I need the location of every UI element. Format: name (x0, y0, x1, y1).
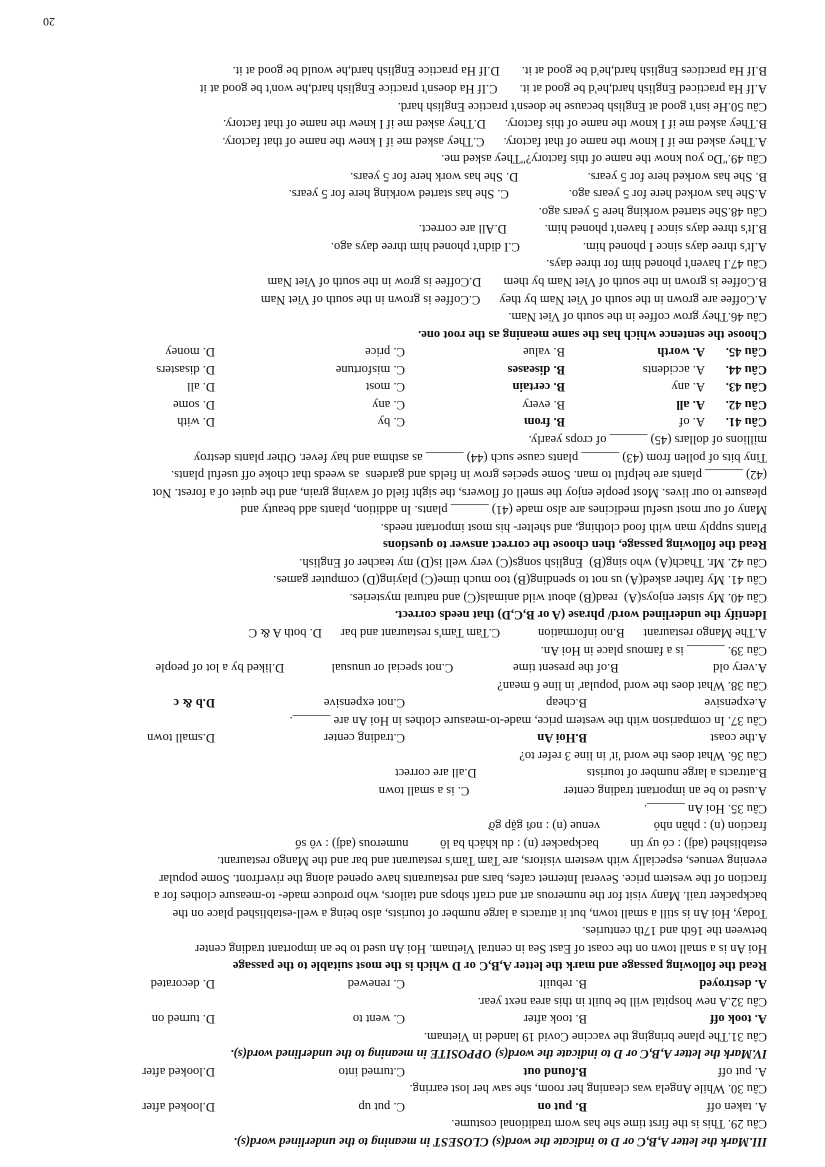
answer-option: C. went to (352, 1012, 405, 1027)
answer-option: C. misfortune (335, 362, 405, 377)
text-line: millions of dollars (45) ______ of crops yearly. (528, 433, 767, 447)
answer-option: B. value (523, 345, 565, 360)
answer-option: A. took off (709, 1012, 767, 1027)
text-line: fraction (n) : phần nhỏ venue (n) : nơi gặp gỡ (488, 819, 767, 834)
text-line: Today, Hoi An is still a small town, but it attracts a large number of tourists, also being a well-established place on the (172, 906, 767, 921)
answer-option: C. by (377, 415, 405, 430)
text-line: Câu 47.I haven't phoned him for three days. (546, 257, 767, 272)
text-line: A.They asked me if I know the name of that factory. C.They asked me if I knew the name of that factory. (222, 134, 767, 149)
answer-option: C. most (365, 380, 405, 395)
answer-option: C.not expensive (323, 696, 405, 711)
text-line: Câu 37. In comparison with the western price, made-to-measure clothes in Hoi An are ______. (289, 713, 767, 728)
text-line: Câu 35. Hoi An ______. (643, 801, 767, 816)
answer-option: B. from (523, 415, 565, 430)
text-line: Câu 29. This is the first time she has worn traditional costume. (451, 1117, 767, 1132)
answer-option: A. any (671, 380, 705, 395)
answer-option: B. rebuilt (539, 977, 587, 992)
text-line: Câu 38. What does the word 'popular' in line 6 mean? (497, 678, 767, 693)
text-line: Read the following passage, then choose the correct answer to questions (383, 538, 767, 553)
text-line: Câu 49."Do you know the name of this factory?"They asked me. (441, 152, 767, 167)
answer-option: D. turned on (151, 1012, 215, 1027)
text-line: Câu 31.The plane bringing the vaccine Covid 19 landed in Vietnam. (423, 1029, 767, 1044)
answer-option: B. diseases (507, 362, 565, 377)
answer-option: A. of (679, 415, 705, 430)
text-line: A.very old B.of the present time C.not special or unusual D.liked by a lot of people (155, 661, 767, 676)
answer-option: C.turned into (338, 1064, 405, 1079)
text-line: Plants supply man with food clothing, and shelter- his most important needs. (380, 520, 767, 535)
text-line: B. She has worked here for 5 years. D. She has work here for 5 years. (350, 169, 767, 184)
page-number: 20 (43, 15, 55, 29)
answer-option: D. some (173, 397, 215, 412)
answer-option: B.cheap (546, 696, 587, 711)
text-line: Câu 39. ______ is a famous place in Hoi An. (540, 643, 767, 658)
text-line: Câu 50.He isn't good at English because he doesn't practice English hard. (397, 99, 767, 114)
answer-option: B.Hoi An (537, 731, 587, 746)
text-line: pleasure to our lives. Most people enjoy the smell of flowers, the sight field of waving grain, and the quiet of a forest. Not (152, 485, 767, 500)
answer-option: A. taken off (706, 1099, 767, 1114)
text-line: Câu 36. What does the word 'it' in line 3 refer to? (519, 748, 767, 763)
text-line: A.She has worked here for 5 years ago. C. She has started working here for 5 years. (288, 187, 767, 202)
text-line: III.Mark the letter A,B,C or D to indicate the word(s) CLOSEST in meaning to the underlined word(s). (233, 1135, 767, 1149)
answer-option: B. put on (537, 1099, 587, 1114)
text-line: between the 16th and 17th centuries. (582, 924, 767, 939)
text-line: B.attracts a large number of tourists D.all are correct (395, 766, 767, 781)
answer-option: C. put up (358, 1099, 405, 1114)
text-line: established (adj) : có uy tín backpacker (n) : du khách ba lô numerous (adj) : vô số (295, 836, 767, 851)
answer-option: A. put off (717, 1064, 767, 1079)
text-line: (42) ______ plants are helpful to man. Some species grow in fields and gardens as weeds that choke off useful plants. (170, 468, 767, 483)
answer-option: A. accidents (642, 362, 705, 377)
answer-option: A. worth (657, 345, 705, 360)
text-line: Câu 32.A new hospital will be built in this area next year. (477, 994, 767, 1009)
answer-option: C.trading center (323, 731, 405, 746)
answer-option: D.small town (147, 731, 215, 746)
text-line: B.It's three days since I haven't phoned him. D.All are correct. (418, 222, 767, 237)
answer-option: D. all (187, 380, 215, 395)
text-line: Tiny bits of pollen from (43) ______ plants cause such (44) ______ as asthma and hay fever. Other plants destroy (193, 450, 767, 465)
answer-option: A. destroyed (699, 977, 767, 992)
question-number: Câu 42. (725, 397, 767, 412)
answer-option: A. all (676, 397, 705, 412)
text-line: B.They asked me if I know the name of this factory. D.They asked me if I knew the name of that factory. (223, 117, 767, 132)
answer-option: D. decorated (150, 977, 215, 992)
text-line: Choose the sentence which has the same meaning as the root one. (418, 327, 767, 342)
answer-option: C. any (372, 397, 405, 412)
answer-option: D. money (165, 345, 215, 360)
answer-option: D. disasters (156, 362, 215, 377)
question-number: Câu 44. (725, 362, 767, 377)
question-number: Câu 41. (725, 415, 767, 430)
text-line: fraction of the western price. Several Internet cafes, bars and restaurants have opened along the riverfront. Some popular (159, 871, 767, 886)
text-line: IV.Mark the letter A,B,C or D to indicate the word(s) OPPOSITE in meaning to the underlined word(s). (230, 1047, 767, 1062)
text-line: Identify the underlined word/ phrase (A or B,C,D) that needs correct. (394, 608, 767, 623)
answer-option: C. renewed (347, 977, 405, 992)
answer-option: B. every (522, 397, 565, 412)
question-number: Câu 45. (725, 345, 767, 360)
text-line: evening venues, especially with western visitors, are Tam Tam's restaurant and bar and the Mango restaurant. (217, 854, 767, 869)
text-line: Câu 30. While Angela was cleaning her room, she saw her lost earring. (409, 1082, 767, 1097)
answer-option: A.expensive (704, 696, 767, 711)
text-line: Câu 48.She started working here 5 years ago. (538, 204, 767, 219)
text-line: backpacker trail. Many visit for the numerous art and craft shops and tailors, who produce made- to-measure clothes for a (153, 889, 767, 904)
text-line: Câu 41. My father asked(A) us not to spending(B) too much time(C) playing(D) computer games. (273, 573, 767, 588)
text-line: B.If Ha practices English hard,he'd be good at it. D.If Ha practice English hard,he would be good at it. (232, 64, 767, 79)
text-line: Câu 42. Mr. Thach(A) who sing(B) English songs(C) very well is(D) my teacher of English. (299, 555, 767, 570)
text-line: A.It's three days since I phoned him. C.I didn't phoned him three days ago. (330, 239, 767, 254)
answer-option: B. certain (512, 380, 565, 395)
text-line: Many of our most useful medicines are also made (41) ______ plants. In addition, plants add beauty and (240, 503, 767, 518)
answer-option: B.found out (523, 1064, 587, 1079)
text-line: A.The Mango restaurant B.no information C.Tam Tam's restaurant and bar D. both A & C (248, 626, 767, 641)
answer-option: B. took after (523, 1012, 587, 1027)
answer-option: A.the coast (710, 731, 767, 746)
answer-option: D.b & c (173, 696, 215, 711)
text-line: Câu 46.They grow coffee in the south of Viet Nam. (508, 310, 767, 325)
text-line: A.If Ha practiced English hard,he'd be good at it. C.If Ha doesn't practice English hard,he won't be good at it (199, 82, 767, 96)
answer-option: C. price (365, 345, 405, 360)
answer-option: D. with (177, 415, 215, 430)
text-line: B.Coffee is grown in the south of Viet Nam by them D.Coffee is grow in the south of Viet Nam (267, 275, 767, 290)
text-line: A.Coffee are grown in the south of Viet Nam by they C.Coffee is grown in the south of Viet Nam (260, 292, 767, 307)
answer-option: D.looked after (142, 1099, 215, 1114)
text-line: A.used to be an important trading center C. is a small town (378, 784, 767, 798)
text-line: Read the following passage and mark the letter A,B,C or D which is the most suitable to the passage (232, 959, 767, 974)
question-number: Câu 43. (725, 380, 767, 395)
text-line: Hoi An is a small town on the coast of East Sea in central Vietnam. Hoi An used to be an important trading center (195, 941, 767, 956)
text-line: Câu 40. My sister enjoys(A) read(B) about wild animals(C) and natural mysteries. (349, 590, 767, 605)
answer-option: D.looked after (142, 1064, 215, 1079)
